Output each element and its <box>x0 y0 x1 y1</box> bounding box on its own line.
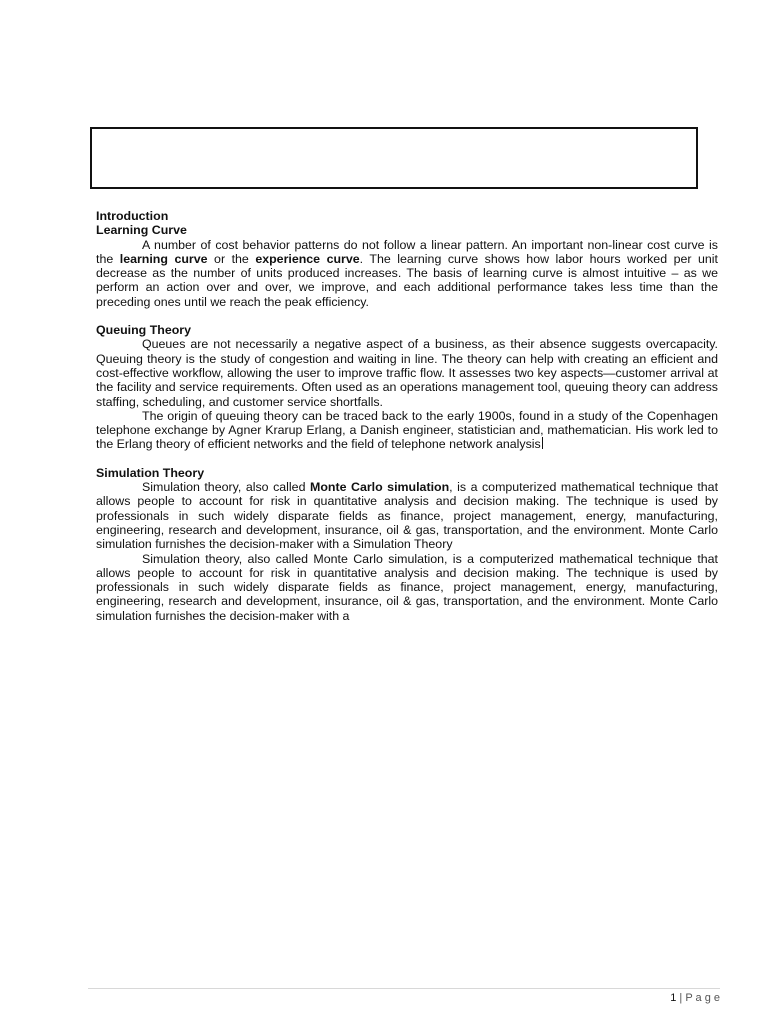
document-body <box>96 209 718 623</box>
monte-carlo-term: Monte Carlo simulation <box>310 480 450 495</box>
queuing-theory-heading: Queuing Theory <box>96 323 191 338</box>
simulation-theory-heading: Simulation Theory <box>96 465 205 480</box>
simulation-theory-paragraph-2: Simulation theory, also called Monte Carlo simulation, is a computerized mathematical technique that allows people to account for risk in quantitative analysis and decision making. The technique is used by professionals in such widely disparate fields as finance, project management, energy, manufacturing, engineering, research and development, insurance, oil & gas, transportation, and the environment. Monte Carlo simulation furnishes the decision-maker with a <box>96 551 718 623</box>
learning-curve-term: learning curve <box>119 251 208 266</box>
text-cursor <box>542 437 543 449</box>
simulation-theory-paragraph-1: Simulation theory, also called Monte Carlo simulation, is a computerized mathematical technique that allows people to account for risk in quantitative analysis and decision making. The technique is used by professionals in such widely disparate fields as finance, project management, energy, manufacturing, engineering, research and development, insurance, oil & gas, transportation, and the environment. Monte Carlo simulation furnishes the decision-maker with a Simulation Theory <box>96 480 719 552</box>
footer-separator: | <box>676 992 686 1004</box>
simulation-theory-section <box>96 466 718 623</box>
page-footer <box>670 992 720 1004</box>
page-number: 1 <box>670 992 677 1004</box>
introduction-title: Introduction <box>96 209 169 223</box>
queuing-theory-section <box>96 323 718 452</box>
header-box <box>90 127 698 189</box>
page-label: P a g e <box>685 992 720 1004</box>
learning-curve-paragraph: A number of cost behavior patterns do not follow a linear pattern. An important non-linear cost curve is the learning curve or the experience curve. The learning curve shows how labor hours worked per unit decrease as the number of units produced increases. The basis of learning curve is almost intuitive – as we perform an action over and over, we improve, and each additional performance takes less time than the preceding ones until we reach the peak efficiency. <box>96 237 718 309</box>
footer-divider <box>88 988 720 989</box>
queuing-theory-paragraph-2: The origin of queuing theory can be traced back to the early 1900s, found in a study of the Copenhagen telephone exchange by Agner Krarup Erlang, a Danish engineer, statistician and, mathematician. His work led to the Erlang theory of efficient networks and the field of telephone network analysis <box>96 408 718 452</box>
introduction-section <box>96 209 718 309</box>
queuing-theory-paragraph-1: Queues are not necessarily a negative aspect of a business, as their absence suggests overcapacity. Queuing theory is the study of congestion and waiting in line. The theory can help with creating an efficient and cost-effective workflow, allowing the user to improve traffic flow. It assesses two key aspects—customer arrival at the facility and service requirements. Often used as an operations management tool, queuing theory can address staffing, scheduling, and customer service shortfalls. <box>96 337 718 409</box>
experience-curve-term: experience curve <box>255 251 360 266</box>
learning-curve-heading: Learning Curve <box>96 223 187 238</box>
